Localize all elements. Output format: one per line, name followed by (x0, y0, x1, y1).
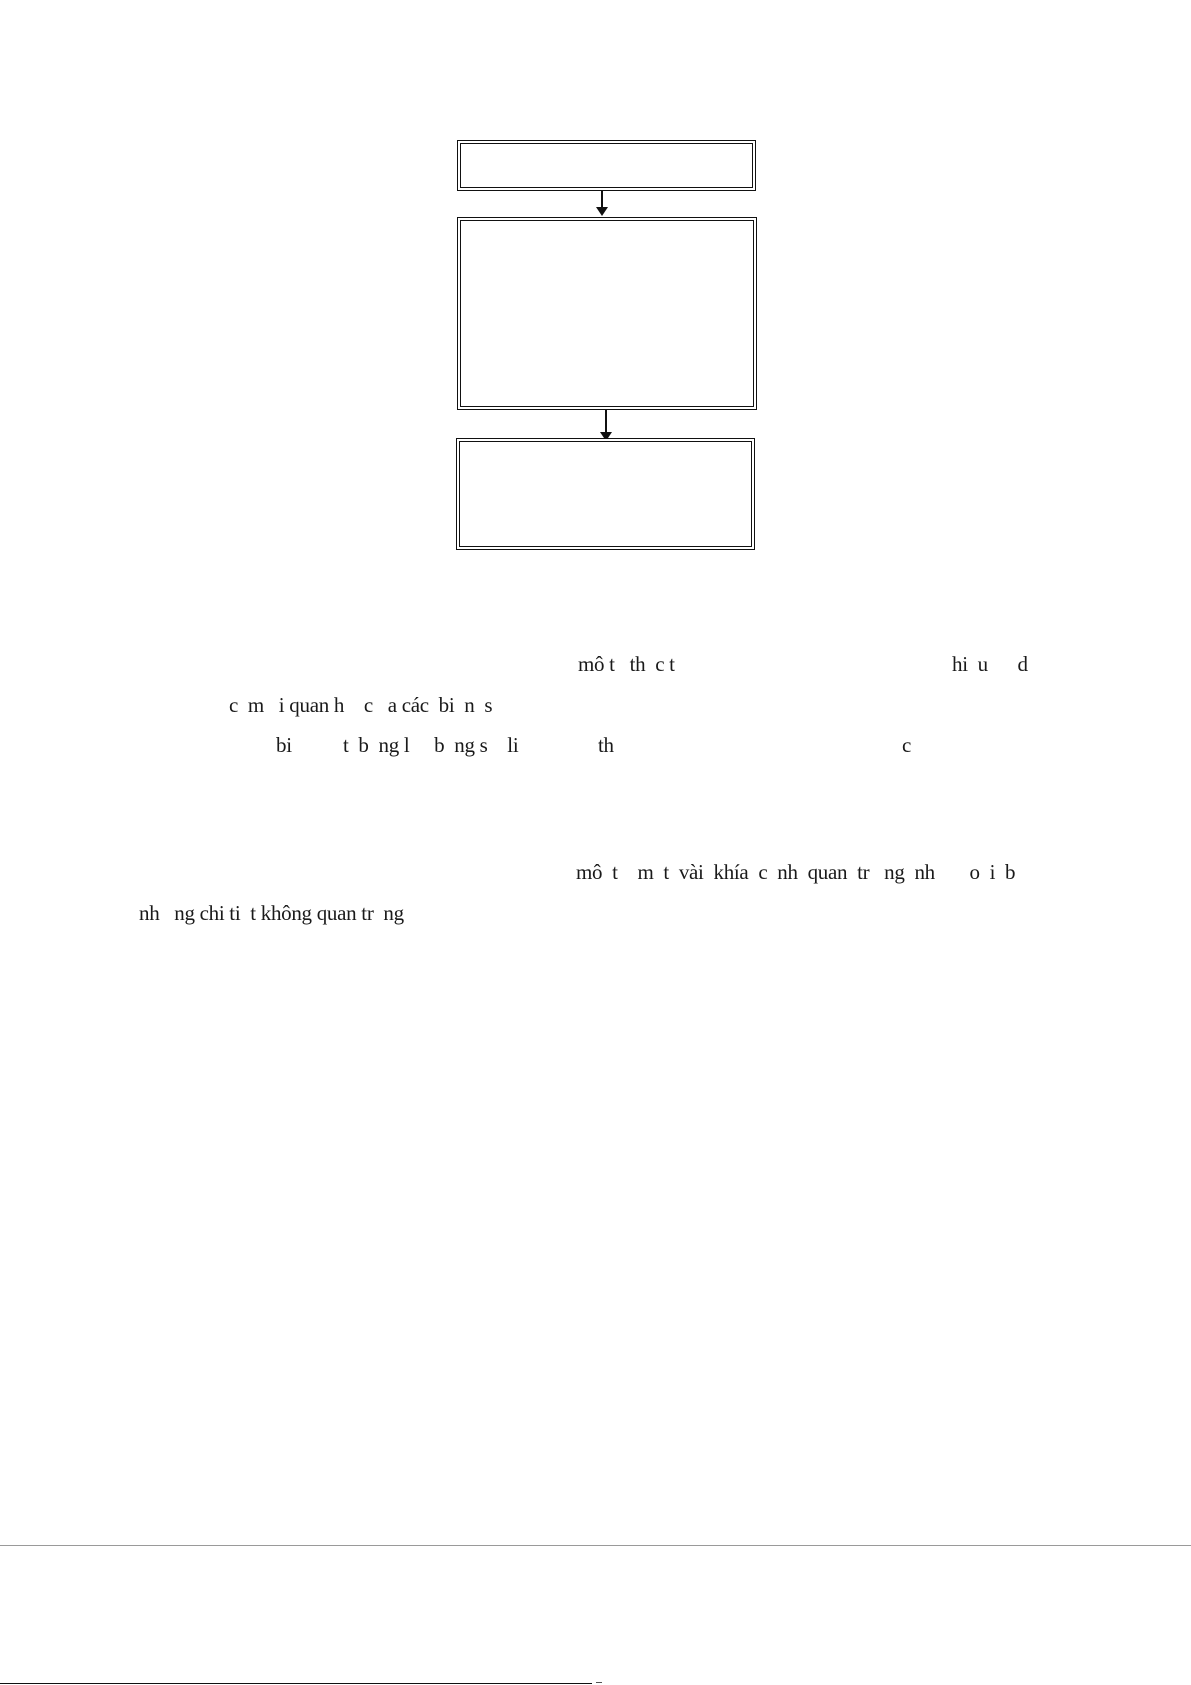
flowchart-box-bottom (456, 438, 755, 550)
paragraph-1-line-3-fragment-b: t b ng l b ng s li (343, 733, 519, 757)
flowchart-box-top (457, 140, 756, 191)
flowchart-box-middle (457, 217, 757, 410)
paragraph-2-line-2-fragment-a: nh ng chi ti t không quan tr ng (139, 901, 404, 925)
paragraph-1-line-3-fragment-c: th (598, 733, 614, 757)
footnote-tick (596, 1682, 602, 1683)
paragraph-2-line-1-fragment-a: mô t m t vài khía c nh quan tr ng nh o i b (576, 860, 1016, 884)
paragraph-1-line-3-fragment-a: bi (276, 733, 292, 757)
flowchart-arrow-2 (605, 410, 607, 433)
flowchart-arrow-1-head (596, 207, 608, 216)
paragraph-1-line-3-fragment-d: c (902, 733, 912, 757)
footnote-rule (0, 1683, 592, 1684)
footer-divider (0, 1545, 1191, 1546)
paragraph-1-line-1-fragment-b: hi u d (952, 652, 1028, 676)
flowchart-arrow-1 (601, 191, 603, 207)
paragraph-1-line-2-fragment-a: c m i quan h c a các bi n s (229, 693, 493, 717)
paragraph-1-line-1-fragment-a: mô t th c t (578, 652, 675, 676)
